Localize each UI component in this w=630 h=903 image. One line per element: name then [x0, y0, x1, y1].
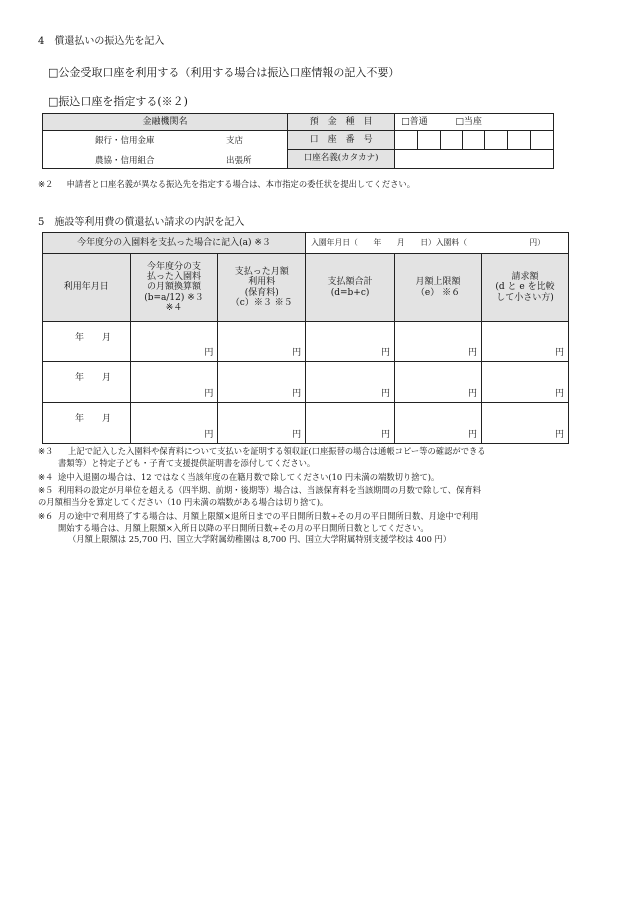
note-2-mark: ※２: [38, 179, 54, 189]
header-claim-amount: 請求額 (d と e を比較 して小さい方): [482, 254, 569, 322]
note-2-text: 申請者と口座名義が異なる振込先を指定する場合は、本市指定の委任状を提出してください。: [66, 179, 416, 189]
amount-cell[interactable]: 円: [130, 362, 218, 403]
usage-date-cell[interactable]: 年 月: [43, 403, 131, 444]
header-usage-date: 利用年月日: [43, 254, 131, 322]
amount-cell[interactable]: 円: [482, 362, 569, 403]
office-label: 出張所: [226, 156, 252, 166]
checkbox-normal[interactable]: □普通: [401, 116, 428, 127]
note-6: ※６ 月の途中で利用終了する場合は、月額上限額×退所日までの平日開所日数÷その月の平日開所日数、月途中で利用 開始する場合は、月額上限額×入所日以降の平日開所日数÷その月の平日開所日数としてください。 （月額上限額は 25,700 円、国立大学附属幼稚園は 8,700 円、国立大学附属特別支援学校は 400 円）: [38, 511, 479, 544]
bank-type-label: 銀行・信用金庫: [95, 136, 155, 146]
table-row: [43, 362, 569, 403]
note-5: ※５ 利用料の設定が月単位を超える（四半期、前期・後期等）場合は、当該保育料を当該期間の月数で除して、保育料 の月額相当分を算定してください（10 円未満の端数がある場合は切り捨て)。: [38, 485, 481, 507]
amount-cell[interactable]: 円: [218, 403, 306, 444]
amount-cell[interactable]: 円: [482, 403, 569, 444]
account-digit[interactable]: [395, 131, 418, 150]
table-row: [43, 403, 569, 444]
account-number-label: 口 座 番 号: [288, 131, 395, 150]
amount-cell[interactable]: 円: [306, 362, 395, 403]
header-entry-fee-monthly: 今年度分の支 払った入園料 の月額換算額 (b=a/12) ※３ ※４: [130, 254, 218, 322]
account-digit[interactable]: [485, 131, 508, 150]
amount-cell[interactable]: 円: [482, 322, 569, 362]
entry-date-field[interactable]: 入園年月日（ 年 月 日）入園料（ 円）: [306, 233, 569, 254]
account-digit[interactable]: [508, 131, 531, 150]
amount-cell[interactable]: 円: [306, 322, 395, 362]
account-holder-label: 口座名義(カタカナ): [288, 150, 395, 169]
account-digit[interactable]: [440, 131, 462, 150]
note-4: ※４ 途中入退園の場合は、12 ではなく当該年度の在籍月数で除してください(10 円未満の端数切り捨て)。: [38, 472, 440, 482]
institution-name-label: 金融機関名: [43, 114, 288, 131]
entry-fee-label: 今年度分の入園料を支払った場合に記入(a) ※３: [43, 233, 306, 254]
institution-name-cell[interactable]: [43, 131, 288, 169]
checkbox-current[interactable]: □当座: [455, 116, 482, 127]
section5-heading: 5 施設等利用費の償還払い請求の内訳を記入: [38, 217, 245, 228]
usage-date-cell[interactable]: 年 月: [43, 362, 131, 403]
note-2: [38, 180, 415, 188]
amount-cell[interactable]: 円: [130, 322, 218, 362]
branch-label: 支店: [226, 136, 244, 146]
usage-date-cell[interactable]: 年 月: [43, 322, 131, 362]
public-account-option[interactable]: □公金受取口座を利用する（利用する場合は振込口座情報の記入不要）: [48, 66, 400, 79]
account-digit[interactable]: [417, 131, 440, 150]
amount-cell[interactable]: 円: [395, 362, 482, 403]
bank-account-table: [42, 113, 554, 169]
amount-cell[interactable]: 円: [306, 403, 395, 444]
amount-cell[interactable]: 円: [395, 322, 482, 362]
claim-breakdown-table: [42, 232, 569, 444]
account-digit[interactable]: [531, 131, 554, 150]
header-monthly-fee: 支払った月額 利用料 (保育料) （c）※３ ※５: [218, 254, 306, 322]
amount-cell[interactable]: 円: [130, 403, 218, 444]
account-holder-input[interactable]: [395, 150, 554, 169]
section4-heading: 4 償還払いの振込先を記入: [38, 36, 165, 47]
designate-account-option[interactable]: □振込口座を指定する(※２): [48, 95, 188, 108]
agri-type-label: 農協・信用組合: [95, 156, 155, 166]
amount-cell[interactable]: 円: [218, 322, 306, 362]
table-row: [43, 322, 569, 362]
header-total-paid: 支払額合計 (d=b+c): [306, 254, 395, 322]
amount-cell[interactable]: 円: [218, 362, 306, 403]
header-monthly-cap: 月額上限額 （e） ※６: [395, 254, 482, 322]
account-digit[interactable]: [462, 131, 485, 150]
deposit-type-label: 預 金 種 目: [288, 114, 395, 131]
note-3: ※３ 上記で記入した入園料や保育料について支払いを証明する領収証(口座振替の場合は通帳コピー等の確認ができる 書類等）と特定子ども・子育て支援提供証明書を添付してください。: [38, 446, 486, 468]
amount-cell[interactable]: 円: [395, 403, 482, 444]
